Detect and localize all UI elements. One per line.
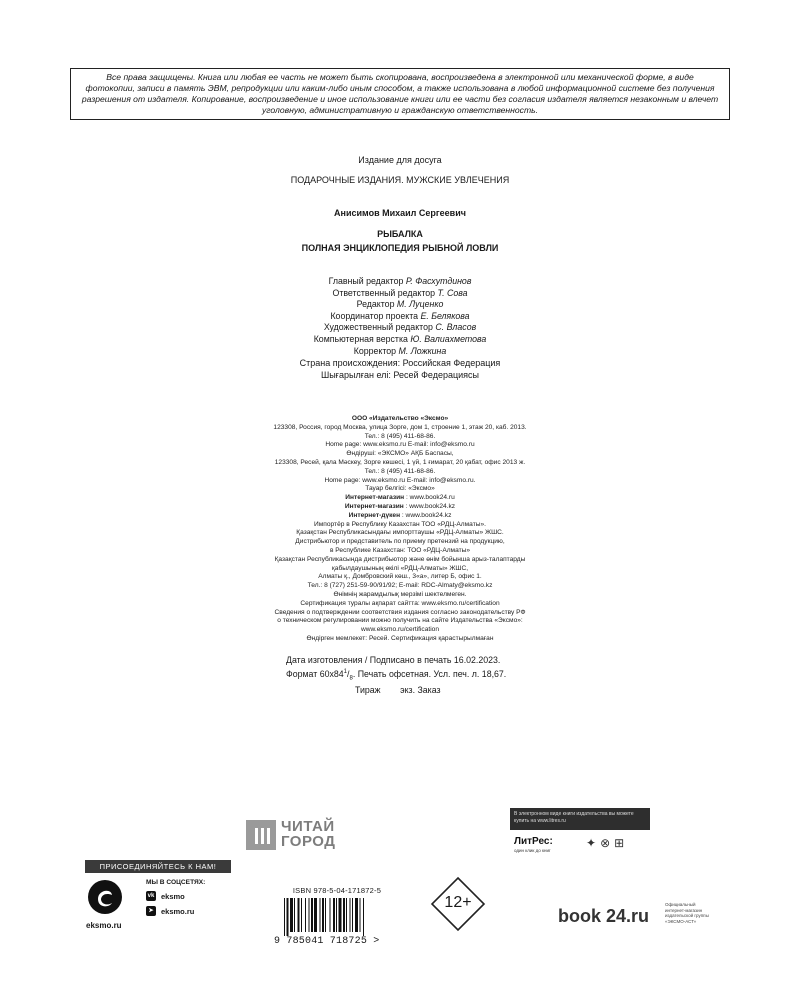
imprint-line bbox=[200, 450, 600, 459]
imprint-line bbox=[200, 441, 600, 450]
telegram-icon: ➤ bbox=[146, 906, 156, 916]
chitai-gorod-mark-icon bbox=[246, 820, 276, 850]
staff-role: Корректор bbox=[353, 345, 397, 356]
staff-row bbox=[0, 334, 800, 346]
imprint-line bbox=[200, 600, 600, 609]
chitai-line1: ЧИТАЙ bbox=[281, 818, 335, 835]
imprint-line bbox=[200, 424, 600, 433]
barcode-bar bbox=[301, 898, 302, 932]
book-title: РЫБАЛКА bbox=[377, 229, 423, 239]
barcode-bar bbox=[309, 898, 310, 932]
social-title: МЫ В СОЦСЕТЯХ: bbox=[146, 879, 206, 886]
staff-row bbox=[0, 346, 800, 358]
staff-role: Компьютерная верстка bbox=[313, 333, 408, 344]
format-prefix: Формат 60x84 bbox=[286, 668, 344, 679]
imprint-line bbox=[200, 538, 600, 547]
social-label: eksmo.ru bbox=[161, 906, 195, 916]
imprint-text: : www.book24.kz bbox=[403, 502, 456, 510]
staff-row bbox=[0, 322, 800, 334]
age-rating bbox=[430, 876, 486, 932]
barcode-bar bbox=[350, 898, 351, 932]
staff-role: Главный редактор bbox=[328, 276, 404, 286]
barcode-bar bbox=[320, 898, 321, 932]
imprint-text: Қазақстан Республикасындағы импорттаушы «РДЦ-Алматы» ЖШС. bbox=[296, 529, 504, 537]
social-block bbox=[146, 879, 205, 916]
barcode-bar bbox=[322, 898, 324, 932]
imprint-text: Сведения о подтверждении соответствия издания согласно законодательству РФ bbox=[274, 608, 526, 616]
staff-role: Координатор проекта bbox=[330, 310, 419, 321]
imprint-label: Интернет-дүкен bbox=[348, 511, 401, 519]
imprint-line bbox=[200, 591, 600, 600]
copyright-notice: Все права защищены. Книга или любая ее часть не может быть скопирована, воспроизведена в электронной или механической форме, в виде фотокопии, записи в память ЭВМ, репродукции или каким-либо иным способом, а также использована в любой информационной системе без получения разрешения от издателя. Копирование, воспроизведение и иное использование книги или ее части без согласия издателя является незаконным и влечет уголовную, административную и гражданскую ответственность. bbox=[70, 68, 730, 120]
imprint-line bbox=[200, 433, 600, 442]
country-of-origin-kz: Шығарылған елі: Ресей Федерациясы bbox=[320, 370, 480, 380]
imprint-line bbox=[200, 617, 600, 626]
imprint-text: Тел.: 8 (495) 411-68-86. bbox=[364, 467, 436, 475]
imprint-line bbox=[200, 556, 600, 565]
imprint-text: 123308, Ресей, қала Мәскеу, Зорге көшесі, 1 үй, 1 ғимарат, 20 қабат, офис 2013 ж. bbox=[274, 458, 526, 466]
imprint-line bbox=[200, 512, 600, 521]
social-item bbox=[146, 906, 205, 916]
barcode-digits: 9 785041 718725 > bbox=[274, 936, 380, 947]
imprint-label: Интернет-магазин bbox=[344, 502, 404, 510]
imprint-line bbox=[200, 529, 600, 538]
imprint-text: Қазақстан Республикасында дистрибьютор және өнім бойынша арыз-талаптарды bbox=[274, 555, 526, 563]
barcode-bar bbox=[290, 898, 293, 932]
imprint-text: 123308, Россия, город Москва, улица Зорге, дом 1, строение 1, этаж 20, каб. 2013. bbox=[273, 423, 527, 431]
litres-banner: В электронном виде книги издательства вы можете купить на www.litres.ru bbox=[510, 808, 650, 830]
barcode-bar bbox=[346, 898, 347, 932]
print-date: Дата изготовления / Подписано в печать 16.02.2023. bbox=[286, 655, 501, 665]
print-format: Формат $60x84^1/_8$. Печать офсетная. Усл. печ. л. 18,67. bbox=[286, 668, 507, 682]
barcode-bar bbox=[298, 898, 300, 932]
imprint-label: Интернет-магазин bbox=[345, 494, 405, 502]
litres-brand: ЛитРес: bbox=[514, 836, 553, 847]
staff-name: Е. Белякова bbox=[420, 310, 470, 321]
publisher-imprint bbox=[200, 415, 600, 644]
barcode-bar bbox=[333, 898, 335, 932]
windows-icon: ⊞ bbox=[614, 836, 629, 850]
imprint-text: Тел.: 8 (495) 411-68-86. bbox=[364, 432, 436, 440]
staff-row bbox=[0, 299, 800, 311]
chitai-gorod-text bbox=[281, 819, 335, 849]
author-name: Анисимов Михаил Сергеевич bbox=[334, 208, 466, 218]
imprint-line bbox=[200, 494, 600, 503]
staff-row bbox=[0, 311, 800, 323]
imprint-line bbox=[200, 459, 600, 468]
staff-role: Художественный редактор bbox=[323, 322, 433, 333]
barcode-bar bbox=[355, 898, 358, 932]
imprint-line bbox=[200, 582, 600, 591]
imprint-line bbox=[200, 626, 600, 635]
vk-icon: vk bbox=[147, 893, 155, 899]
book24-note: Официальный интернет-магазин издательской группы «ЭКСМО-АСТ» bbox=[665, 902, 709, 924]
imprint-text: ООО «Издательство «Эксмо» bbox=[351, 415, 449, 422]
imprint-line bbox=[200, 468, 600, 477]
staff-name: М. Луценко bbox=[396, 299, 444, 310]
country-of-origin-ru: Страна происхождения: Российская Федерация bbox=[299, 358, 501, 368]
imprint-text: www.eksmo.ru/certification bbox=[360, 626, 440, 634]
imprint-text: Дистрибьютор и представитель по приему претензий на продукцию, bbox=[295, 538, 505, 546]
barcode-bar bbox=[343, 898, 345, 932]
eksmo-site: eksmo.ru bbox=[86, 921, 122, 930]
print-info bbox=[286, 655, 566, 696]
staff-role: Редактор bbox=[356, 299, 395, 310]
barcode-bar bbox=[325, 898, 326, 932]
staff-name: Т. Сова bbox=[437, 287, 468, 298]
imprint-line bbox=[200, 635, 600, 644]
imprint-text: Сертификация туралы ақпарат сайтта: www.eksmo.ru/certification bbox=[300, 599, 500, 607]
book24-logo: book 24.ru bbox=[558, 906, 650, 926]
barcode-bar bbox=[336, 898, 337, 932]
series-name: ПОДАРОЧНЫЕ ИЗДАНИЯ. МУЖСКИЕ УВЛЕЧЕНИЯ bbox=[290, 175, 510, 185]
join-us-banner: ПРИСОЕДИНЯЙТЕСЬ К НАМ! bbox=[85, 860, 231, 873]
social-item bbox=[146, 891, 205, 901]
imprint-text: Өндіруші: «ЭКСМО» АҚБ Баспасы, bbox=[346, 450, 454, 458]
imprint-line bbox=[200, 573, 600, 582]
android-icon: ✦ bbox=[586, 836, 601, 850]
imprint-text: Өндірген мемлекет: Ресей. Сертификация қарастырылмаған bbox=[306, 634, 494, 642]
imprint-text: : www.book24.ru bbox=[404, 494, 455, 502]
barcode-bars bbox=[282, 898, 392, 936]
xbox-icon: ⊗ bbox=[600, 836, 615, 850]
imprint-text: Тауар белгісі: «Эксмо» bbox=[365, 485, 435, 493]
imprint-line bbox=[200, 485, 600, 494]
barcode-bar bbox=[287, 898, 289, 936]
imprint-line bbox=[200, 503, 600, 512]
barcode-bar bbox=[294, 898, 295, 932]
imprint-text: Алматы қ., Домбровский көш., 3«а», литер Б, офис 1. bbox=[318, 573, 482, 581]
eksmo-logo-icon bbox=[87, 879, 123, 915]
imprint-text: қабылдаушының өкілі «РДЦ-Алматы» ЖШС, bbox=[331, 564, 469, 572]
staff-row bbox=[0, 288, 800, 300]
barcode-bar bbox=[363, 898, 364, 936]
isbn-barcode bbox=[274, 886, 392, 956]
barcode-bar bbox=[314, 898, 317, 932]
format-sub: 8 bbox=[349, 675, 353, 682]
imprint-line bbox=[200, 547, 600, 556]
format-suffix: . Печать офсетная. Усл. печ. л. 18,67. bbox=[352, 668, 507, 679]
staff-row bbox=[0, 276, 800, 288]
staff-name: М. Ложкина bbox=[398, 345, 447, 356]
staff-name: Р. Фасхутдинов bbox=[405, 276, 472, 286]
barcode-bar bbox=[330, 898, 331, 932]
barcode-bar bbox=[352, 898, 353, 932]
staff-name: С. Власов bbox=[435, 322, 477, 333]
imprint-text: Home page: www.eksmo.ru E-mail: info@eksmo.ru bbox=[325, 441, 475, 449]
imprint-text: Тел.: 8 (727) 251-59-90/91/92; E-mail: RDC-Almaty@eksmo.kz bbox=[307, 582, 493, 590]
app-store-icons bbox=[586, 836, 628, 850]
imprint-text: Home page: www.eksmo.ru E-mail: info@eksmo.ru. bbox=[324, 476, 476, 484]
imprint-text: Өнімнің жарамдылық мерзімі шектелмеген. bbox=[333, 590, 467, 598]
editorial-staff bbox=[0, 276, 800, 357]
book-subtitle: ПОЛНАЯ ЭНЦИКЛОПЕДИЯ РЫБНОЙ ЛОВЛИ bbox=[301, 243, 499, 253]
age-rating-label: 12+ bbox=[444, 894, 472, 911]
barcode-bar bbox=[305, 898, 306, 932]
imprint-line bbox=[200, 609, 600, 618]
chitai-gorod-logo bbox=[246, 820, 368, 854]
imprint-text: Импортёр в Республику Казахстан ТОО «РДЦ-Алматы». bbox=[314, 520, 486, 528]
imprint-text: в Республике Казахстан: ТОО «РДЦ-Алматы» bbox=[329, 546, 471, 554]
imprint-text: о техническом регулировании можно получить на сайте Издательства «Эксмо»: bbox=[277, 617, 523, 625]
staff-name: Ю. Валиахметова bbox=[410, 333, 487, 344]
staff-role: Ответственный редактор bbox=[332, 287, 436, 298]
barcode-bar bbox=[360, 898, 361, 932]
chitai-line2: ГОРОД bbox=[281, 833, 336, 850]
barcode-bar bbox=[339, 898, 342, 932]
litres-tagline: один клик до книг bbox=[514, 848, 551, 853]
social-label: eksmo bbox=[161, 891, 185, 901]
edition-type: Издание для досуга bbox=[358, 155, 442, 165]
imprint-text: : www.book24.kz bbox=[400, 511, 452, 519]
print-run: Тираж экз. Заказ bbox=[355, 684, 441, 695]
format-sup: 1 bbox=[343, 668, 348, 675]
barcode-bar bbox=[284, 898, 285, 936]
barcode-bar bbox=[311, 898, 313, 932]
litres-block bbox=[510, 808, 650, 858]
isbn-number: ISBN 978-5-04-171872-5 bbox=[292, 886, 382, 895]
imprint-line bbox=[200, 415, 600, 424]
